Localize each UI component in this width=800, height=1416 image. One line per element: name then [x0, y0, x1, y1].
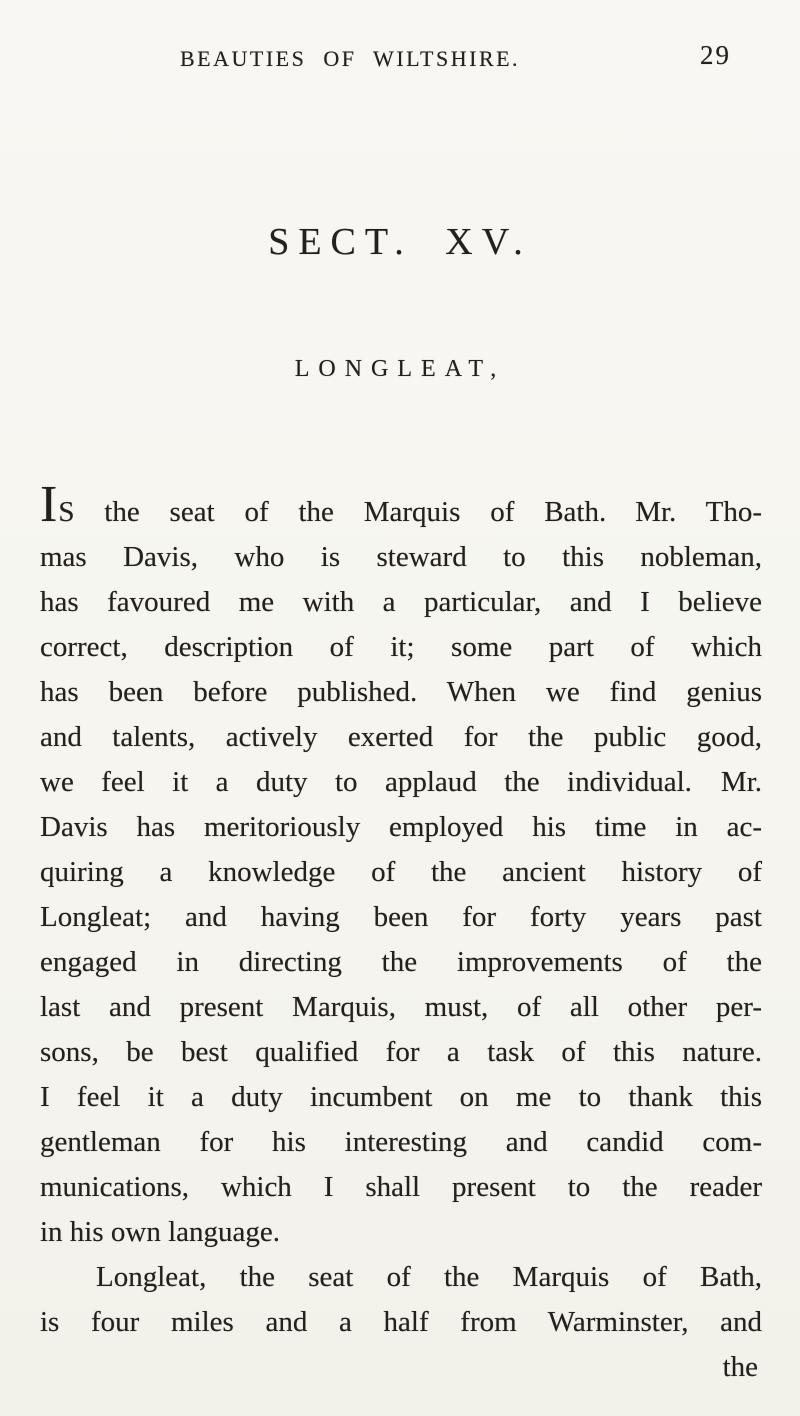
- text-line: quiring a knowledge of the ancient history of: [40, 856, 762, 888]
- text-line: is four miles and a half from Warminster, and: [40, 1306, 762, 1338]
- catchword: the: [722, 1351, 758, 1383]
- section-heading: SECT. XV.: [268, 221, 532, 263]
- text-line-paragraph-start: Longleat, the seat of the Marquis of Bath,: [96, 1261, 762, 1293]
- drop-cap-initial: I: [40, 476, 59, 533]
- text-line: last and present Marquis, must, of all other per-: [40, 991, 762, 1023]
- text-line: munications, which I shall present to the reader: [40, 1171, 762, 1203]
- text-line: Davis has meritoriously employed his time in ac-: [40, 811, 762, 843]
- body-text-block: [40, 476, 762, 1390]
- text-line: and talents, actively exerted for the public good,: [40, 721, 762, 753]
- text-line-content: S the seat of the Marquis of Bath. Mr. Tho-: [58, 496, 762, 528]
- text-line: gentleman for his interesting and candid com-: [40, 1126, 762, 1158]
- running-title: BEAUTIES OF WILTSHIRE.: [180, 46, 521, 71]
- text-line: correct, description of it; some part of which: [40, 631, 762, 663]
- text-line: has been before published. When we find genius: [40, 676, 762, 708]
- text-line: we feel it a duty to applaud the individual. Mr.: [40, 766, 762, 798]
- page-number: 29: [700, 40, 731, 70]
- text-line: mas Davis, who is steward to this nobleman,: [40, 541, 762, 573]
- text-line: Longleat; and having been for forty years past: [40, 901, 762, 933]
- text-line: sons, be best qualified for a task of this nature.: [40, 1036, 762, 1068]
- text-line-paragraph-end: in his own language.: [40, 1216, 281, 1248]
- text-line: I feel it a duty incumbent on me to thank this: [40, 1081, 762, 1113]
- text-line: engaged in directing the improvements of the: [40, 946, 762, 978]
- subsection-heading: LONGLEAT,: [294, 356, 506, 382]
- text-line: has favoured me with a particular, and I believe: [40, 586, 762, 618]
- text-line: [40, 476, 762, 535]
